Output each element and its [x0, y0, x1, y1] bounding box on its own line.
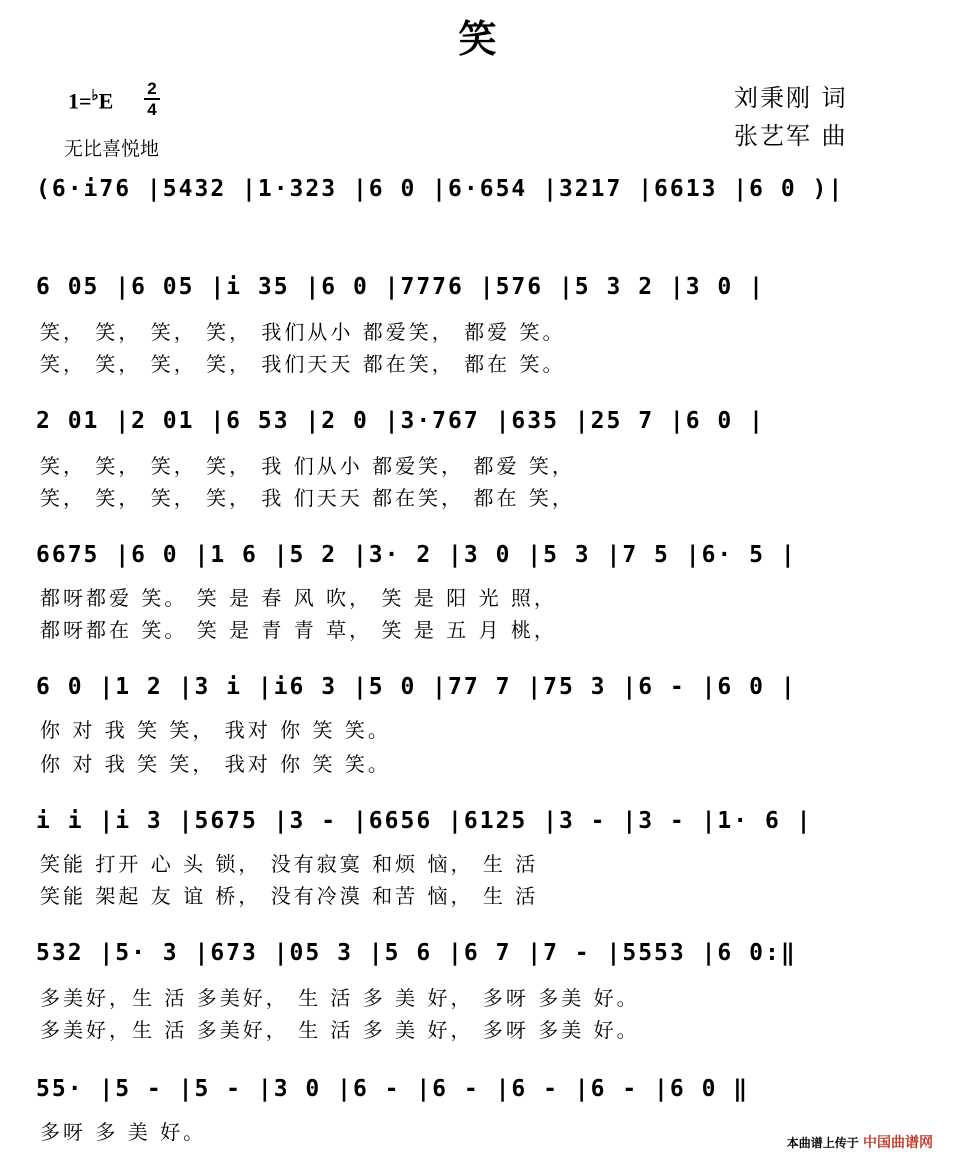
lyric-line: 都呀都爱 笑。 笑 是 春 风 吹， 笑 是 阳 光 照，: [40, 586, 557, 610]
lyric-line: 笑能 架起 友 谊 桥， 没有冷漠 和苦 恼， 生 活: [40, 884, 539, 908]
lyric-line: 多美好，生 活 多美好， 生 活 多 美 好， 多呀 多美 好。: [40, 986, 640, 1010]
lyric-line: 笑， 笑， 笑， 笑， 我 们天天 都在笑， 都在 笑，: [40, 486, 575, 510]
song-title: 笑: [458, 16, 497, 61]
notation-line: 532 |5· 3 |673 |05 3 |5 6 |6 7 |7 - |5553 |6 0:‖: [36, 940, 797, 966]
flat-sign: ♭: [91, 88, 99, 104]
meter-top: 2: [147, 79, 157, 98]
notation-line: 55· |5 - |5 - |3 0 |6 - |6 - |6 - |6 - |6 0 ‖: [36, 1076, 750, 1102]
lyric-line: 多美好，生 活 多美好， 生 活 多 美 好， 多呀 多美 好。: [40, 1018, 640, 1042]
lyric-line: 笑能 打开 心 头 锁， 没有寂寞 和烦 恼， 生 活: [40, 852, 539, 876]
key-signature: [68, 86, 113, 114]
lyric-line: 多呀 多 美 好。: [40, 1120, 207, 1144]
lyric-line: 笑， 笑， 笑， 笑， 我们从小 都爱笑， 都爱 笑。: [40, 320, 566, 344]
notation-line: 6 05 |6 05 |i 35 |6 0 |7776 |576 |5 3 2 |3 0 |: [36, 274, 765, 300]
key-prefix: 1=: [68, 88, 92, 114]
time-signature: [144, 80, 160, 118]
notation-line: 6 0 |1 2 |3 i |i6 3 |5 0 |77 7 |75 3 |6 - |6 0 |: [36, 674, 797, 700]
notation-line: 6675 |6 0 |1 6 |5 2 |3· 2 |3 0 |5 3 |7 5 |6· 5 |: [36, 542, 797, 568]
key-note: E: [98, 88, 114, 114]
footer-text: 本曲谱上传于: [786, 1136, 859, 1150]
meter-bottom: 4: [147, 100, 157, 119]
notation-line: 2 01 |2 01 |6 53 |2 0 |3·767 |635 |25 7 |6 0 |: [36, 408, 765, 434]
lyric-line: 笑， 笑， 笑， 笑， 我们天天 都在笑， 都在 笑。: [40, 352, 566, 376]
lyric-line: 你 对 我 笑 笑， 我对 你 笑 笑。: [40, 718, 391, 742]
site-brand: 中国曲谱网: [863, 1135, 933, 1151]
lyric-line: 笑， 笑， 笑， 笑， 我 们从小 都爱笑， 都爱 笑，: [40, 454, 575, 478]
notation-line: i i |i 3 |5675 |3 - |6656 |6125 |3 - |3 - |1· 6 |: [36, 808, 813, 834]
lyric-line: 你 对 我 笑 笑， 我对 你 笑 笑。: [40, 752, 391, 776]
tempo-marking: 无比喜悦地: [64, 138, 160, 160]
footer-credit: [787, 1132, 933, 1152]
lyric-line: 都呀都在 笑。 笑 是 青 青 草， 笑 是 五 月 桃，: [40, 618, 557, 642]
composer-credit: 张艺军 曲: [734, 122, 848, 150]
lyricist-credit: 刘秉刚 词: [734, 84, 848, 112]
notation-line: (6·i76 |5432 |1·323 |6 0 |6·654 |3217 |6613 |6 0 )|: [36, 176, 845, 202]
